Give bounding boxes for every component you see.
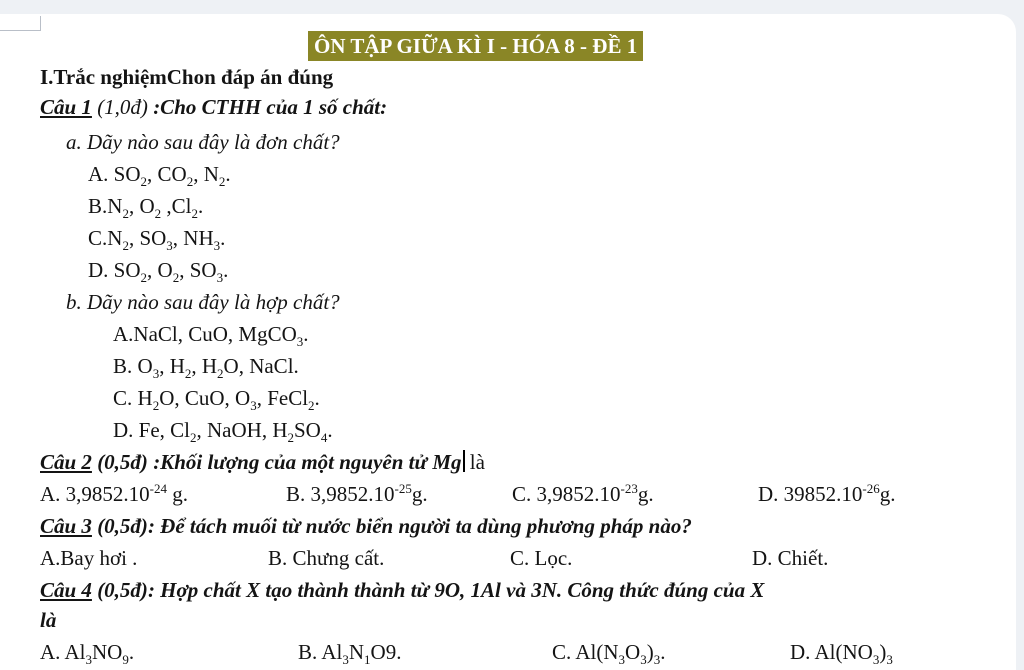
option-letter: D. bbox=[758, 482, 784, 506]
question-2-text-end: là bbox=[464, 450, 485, 474]
q3-option-a: A.Bay hơi . bbox=[40, 546, 138, 570]
question-2-stem bbox=[40, 449, 485, 475]
option-letter: C. bbox=[512, 482, 537, 506]
section-heading: I.Trắc nghiệmChon đáp án đúng bbox=[40, 65, 334, 89]
corner-mark bbox=[0, 16, 41, 31]
option-letter: D. bbox=[790, 640, 815, 664]
option-formula: NaCl, CuO, MgCO$_3$. bbox=[133, 322, 309, 350]
q2-option-b bbox=[286, 481, 428, 507]
question-4-label: Câu 4 bbox=[40, 578, 92, 602]
question-4-text-continued: là bbox=[40, 608, 57, 632]
q1a-option-d bbox=[88, 257, 229, 286]
exam-title: ÔN TẬP GIỮA KÌ I - HÓA 8 - ĐỀ 1 bbox=[308, 31, 643, 61]
q3-option-c: C. Lọc. bbox=[510, 546, 573, 570]
question-1-stem bbox=[40, 94, 387, 120]
q1b-option-d bbox=[113, 417, 333, 446]
question-4-text: : Hợp chất X tạo thành thành từ 9O, 1Al và 3N. Công thức đúng của X bbox=[147, 578, 765, 602]
q3-option-d: D. Chiết. bbox=[752, 546, 829, 570]
option-formula: Fe, $Cl_2$, NaOH, $H_2SO_4$. bbox=[138, 418, 333, 446]
option-letter: A. bbox=[40, 482, 66, 506]
option-formula: $N_2$, $SO_3$, $NH_3$. bbox=[107, 226, 226, 254]
q1b-option-c bbox=[113, 385, 320, 414]
option-letter: A. bbox=[40, 640, 65, 664]
q1a-option-c bbox=[88, 225, 226, 254]
option-formula: $SO_2$, $O_2$, $SO_3$. bbox=[113, 258, 229, 286]
option-letter: C. bbox=[552, 640, 576, 664]
question-2-label: Câu 2 bbox=[40, 450, 92, 474]
question-1-points: (1,0đ) bbox=[97, 95, 148, 119]
option-letter: B. bbox=[286, 482, 311, 506]
option-letter: B. bbox=[298, 640, 322, 664]
question-2-text: :Khối lượng của một nguyên tử Mg bbox=[153, 450, 462, 474]
option-letter: C. bbox=[88, 226, 108, 250]
option-letter: A. bbox=[113, 322, 134, 346]
option-value: $39852.10^{-26}g$. bbox=[783, 481, 896, 506]
question-1a-prompt: a. Dãy nào sau đây là đơn chất? bbox=[66, 130, 340, 154]
option-value: $3,9852.10^{-24}$ g. bbox=[65, 481, 189, 506]
question-3-text: : Để tách muối từ nước biển người ta dùng phương pháp nào? bbox=[147, 514, 692, 538]
option-letter: B. bbox=[113, 354, 138, 378]
option-formula: $H_2O$, CuO, $O_3$, FeCl$_2$. bbox=[137, 386, 320, 414]
option-formula: $N_2$, $O_2$ $,Cl_2$. bbox=[107, 194, 204, 222]
option-letter: A. bbox=[88, 162, 114, 186]
q1a-option-b bbox=[88, 193, 204, 222]
question-1-label: Câu 1 bbox=[40, 95, 92, 119]
q2-option-c bbox=[512, 481, 654, 507]
q4-option-a bbox=[40, 639, 135, 668]
q1b-option-a bbox=[113, 321, 309, 350]
question-4-stem bbox=[40, 577, 764, 603]
question-1-text: :Cho CTHH của 1 số chất: bbox=[153, 95, 388, 119]
q4-option-c bbox=[552, 639, 666, 668]
option-value: $3,9852.10^{-23}g$. bbox=[536, 481, 654, 506]
option-formula: $Al(N_3O_3)_3$. bbox=[575, 640, 666, 668]
option-formula: $SO_2$, $CO_2$, $N_2$. bbox=[113, 162, 231, 190]
option-value: $3,9852.10^{-25}g$. bbox=[310, 481, 428, 506]
question-4-points: (0,5đ) bbox=[97, 578, 148, 602]
question-2-points: (0,5đ) bbox=[97, 450, 148, 474]
option-formula: $O_3$, $H_2$, $H_2O$, NaCl. bbox=[137, 354, 299, 382]
option-letter: B. bbox=[88, 194, 108, 218]
option-formula: $Al_3N_1O9$. bbox=[321, 640, 402, 668]
q2-option-d bbox=[758, 481, 896, 507]
q1b-option-b bbox=[113, 353, 299, 382]
option-formula: $Al_3NO_9$. bbox=[64, 640, 135, 668]
option-letter: C. bbox=[113, 386, 138, 410]
option-letter: D. bbox=[88, 258, 114, 282]
q4-option-b bbox=[298, 639, 402, 668]
option-letter: D. bbox=[113, 418, 139, 442]
q1a-option-a bbox=[88, 161, 231, 190]
question-3-points: (0,5đ) bbox=[97, 514, 148, 538]
option-formula: $Al(NO_3)_3$ bbox=[814, 640, 893, 668]
q4-option-d bbox=[790, 639, 893, 668]
question-3-label: Câu 3 bbox=[40, 514, 92, 538]
q2-option-a bbox=[40, 481, 188, 507]
q3-option-b: B. Chưng cất. bbox=[268, 546, 385, 570]
question-3-stem bbox=[40, 513, 692, 539]
question-1b-prompt: b. Dãy nào sau đây là hợp chất? bbox=[66, 290, 340, 314]
